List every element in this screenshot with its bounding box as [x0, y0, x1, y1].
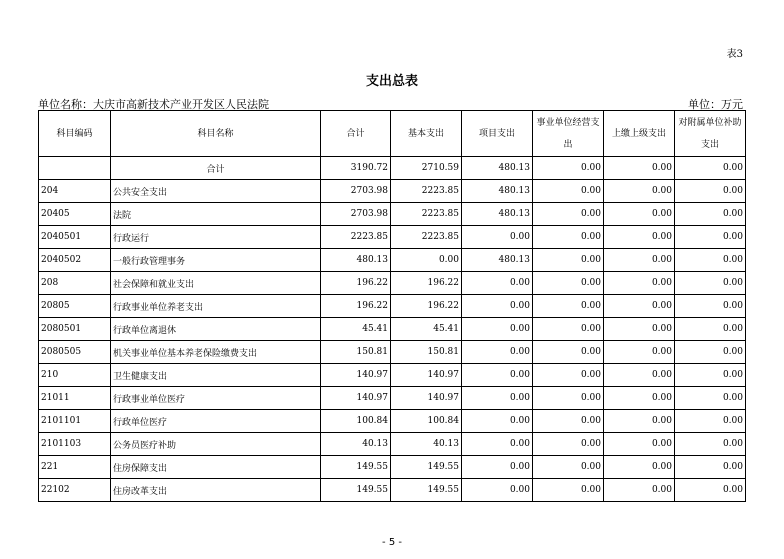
cell-code: 204 — [39, 180, 111, 203]
cell-value: 140.97 — [321, 364, 391, 387]
cell-value: 0.00 — [462, 318, 533, 341]
cell-value: 0.00 — [604, 157, 675, 180]
cell-value: 480.13 — [462, 157, 533, 180]
cell-value: 150.81 — [391, 341, 462, 364]
cell-value: 0.00 — [604, 226, 675, 249]
cell-name: 行政单位离退休 — [111, 318, 321, 341]
cell-name: 行政单位医疗 — [111, 410, 321, 433]
table-row — [39, 387, 746, 410]
cell-value: 196.22 — [321, 295, 391, 318]
cell-value: 0.00 — [675, 410, 746, 433]
cell-code: 21011 — [39, 387, 111, 410]
cell-value: 0.00 — [675, 203, 746, 226]
cell-value: 0.00 — [533, 410, 604, 433]
cell-code — [39, 157, 111, 180]
cell-value: 140.97 — [321, 387, 391, 410]
cell-value: 2710.59 — [391, 157, 462, 180]
cell-value: 0.00 — [604, 341, 675, 364]
cell-value: 0.00 — [604, 479, 675, 502]
cell-value: 149.55 — [321, 456, 391, 479]
cell-value: 0.00 — [533, 341, 604, 364]
cell-value: 150.81 — [321, 341, 391, 364]
page-number: - 5 - — [382, 537, 402, 548]
cell-value: 0.00 — [675, 433, 746, 456]
cell-value: 0.00 — [533, 272, 604, 295]
table-row — [39, 180, 746, 203]
cell-value: 0.00 — [462, 272, 533, 295]
cell-value: 45.41 — [391, 318, 462, 341]
cell-value: 2703.98 — [321, 180, 391, 203]
cell-value: 0.00 — [675, 180, 746, 203]
table-row — [39, 226, 746, 249]
table-row — [39, 341, 746, 364]
unit-name: 单位名称：大庆市高新技术产业开发区人民法院 — [38, 98, 269, 111]
table-row — [39, 318, 746, 341]
header-upper: 上缴上级支出 — [604, 111, 675, 157]
header-basic: 基本支出 — [391, 111, 462, 157]
cell-code: 2080505 — [39, 341, 111, 364]
cell-value: 0.00 — [533, 295, 604, 318]
cell-value: 45.41 — [321, 318, 391, 341]
table-row — [39, 364, 746, 387]
cell-value: 149.55 — [391, 479, 462, 502]
table-row — [39, 456, 746, 479]
cell-value: 140.97 — [391, 364, 462, 387]
cell-value: 0.00 — [604, 387, 675, 410]
cell-name: 住房改革支出 — [111, 479, 321, 502]
table-row — [39, 249, 746, 272]
cell-value: 140.97 — [391, 387, 462, 410]
table-number: 表3 — [726, 49, 743, 60]
cell-value: 0.00 — [675, 295, 746, 318]
cell-code: 208 — [39, 272, 111, 295]
cell-value: 0.00 — [462, 410, 533, 433]
cell-value: 0.00 — [533, 180, 604, 203]
cell-value: 0.00 — [604, 249, 675, 272]
cell-name: 公务员医疗补助 — [111, 433, 321, 456]
total-row — [39, 157, 746, 180]
cell-value: 0.00 — [462, 479, 533, 502]
cell-value: 0.00 — [604, 295, 675, 318]
header-total: 合计 — [321, 111, 391, 157]
header-project: 项目支出 — [462, 111, 533, 157]
cell-code: 210 — [39, 364, 111, 387]
cell-value: 3190.72 — [321, 157, 391, 180]
cell-value: 0.00 — [675, 479, 746, 502]
cell-name: 卫生健康支出 — [111, 364, 321, 387]
cell-value: 0.00 — [675, 249, 746, 272]
cell-value: 0.00 — [675, 226, 746, 249]
cell-code: 2080501 — [39, 318, 111, 341]
cell-value: 0.00 — [604, 272, 675, 295]
cell-value: 40.13 — [321, 433, 391, 456]
cell-value: 0.00 — [533, 318, 604, 341]
table-row — [39, 295, 746, 318]
cell-value: 0.00 — [533, 226, 604, 249]
cell-name: 公共安全支出 — [111, 180, 321, 203]
cell-name: 合计 — [111, 157, 321, 180]
cell-value: 0.00 — [462, 456, 533, 479]
cell-value: 0.00 — [462, 364, 533, 387]
cell-value: 0.00 — [675, 456, 746, 479]
cell-value: 100.84 — [391, 410, 462, 433]
cell-value: 0.00 — [533, 364, 604, 387]
header-operating: 事业单位经营支出 — [533, 111, 604, 157]
cell-code: 2040501 — [39, 226, 111, 249]
cell-value: 0.00 — [604, 180, 675, 203]
header-row — [39, 111, 746, 157]
cell-value: 0.00 — [675, 157, 746, 180]
table-row — [39, 479, 746, 502]
cell-value: 0.00 — [533, 203, 604, 226]
cell-value: 0.00 — [533, 479, 604, 502]
table-row — [39, 203, 746, 226]
header-subsidy: 对附属单位补助支出 — [675, 111, 746, 157]
cell-value: 196.22 — [391, 295, 462, 318]
cell-value: 40.13 — [391, 433, 462, 456]
table-row — [39, 410, 746, 433]
cell-value: 480.13 — [321, 249, 391, 272]
cell-name: 机关事业单位基本养老保险缴费支出 — [111, 341, 321, 364]
cell-value: 149.55 — [391, 456, 462, 479]
cell-value: 196.22 — [391, 272, 462, 295]
cell-code: 20405 — [39, 203, 111, 226]
cell-value: 0.00 — [533, 387, 604, 410]
cell-value: 0.00 — [604, 364, 675, 387]
cell-value: 100.84 — [321, 410, 391, 433]
cell-value: 0.00 — [604, 410, 675, 433]
cell-value: 0.00 — [604, 456, 675, 479]
cell-value: 196.22 — [321, 272, 391, 295]
cell-name: 一般行政管理事务 — [111, 249, 321, 272]
cell-name: 住房保障支出 — [111, 456, 321, 479]
cell-name: 行政运行 — [111, 226, 321, 249]
cell-value: 0.00 — [462, 433, 533, 456]
cell-value: 0.00 — [533, 433, 604, 456]
expenditure-table — [38, 110, 746, 502]
cell-name: 社会保障和就业支出 — [111, 272, 321, 295]
cell-value: 0.00 — [604, 203, 675, 226]
cell-value: 480.13 — [462, 203, 533, 226]
cell-value: 0.00 — [462, 387, 533, 410]
cell-value: 0.00 — [675, 364, 746, 387]
cell-value: 0.00 — [533, 456, 604, 479]
cell-value: 0.00 — [533, 157, 604, 180]
cell-name: 法院 — [111, 203, 321, 226]
cell-value: 0.00 — [533, 249, 604, 272]
cell-value: 0.00 — [675, 387, 746, 410]
cell-code: 20805 — [39, 295, 111, 318]
cell-value: 149.55 — [321, 479, 391, 502]
cell-code: 2101101 — [39, 410, 111, 433]
header-name: 科目名称 — [111, 111, 321, 157]
cell-value: 0.00 — [675, 272, 746, 295]
cell-value: 480.13 — [462, 180, 533, 203]
cell-value: 480.13 — [462, 249, 533, 272]
cell-value: 0.00 — [604, 318, 675, 341]
cell-value: 2223.85 — [391, 203, 462, 226]
cell-value: 2223.85 — [391, 180, 462, 203]
money-unit: 单位：万元 — [688, 98, 743, 111]
cell-value: 0.00 — [462, 341, 533, 364]
cell-value: 0.00 — [391, 249, 462, 272]
page-title: 支出总表 — [365, 74, 418, 89]
cell-code: 2040502 — [39, 249, 111, 272]
cell-code: 2101103 — [39, 433, 111, 456]
cell-value: 0.00 — [462, 295, 533, 318]
cell-value: 0.00 — [462, 226, 533, 249]
cell-value: 0.00 — [675, 318, 746, 341]
cell-value: 2223.85 — [391, 226, 462, 249]
cell-value: 2223.85 — [321, 226, 391, 249]
table-row — [39, 433, 746, 456]
cell-code: 221 — [39, 456, 111, 479]
cell-code: 22102 — [39, 479, 111, 502]
cell-value: 0.00 — [604, 433, 675, 456]
cell-name: 行政事业单位医疗 — [111, 387, 321, 410]
cell-name: 行政事业单位养老支出 — [111, 295, 321, 318]
cell-value: 2703.98 — [321, 203, 391, 226]
cell-value: 0.00 — [675, 341, 746, 364]
header-code: 科目编码 — [39, 111, 111, 157]
table-row — [39, 272, 746, 295]
